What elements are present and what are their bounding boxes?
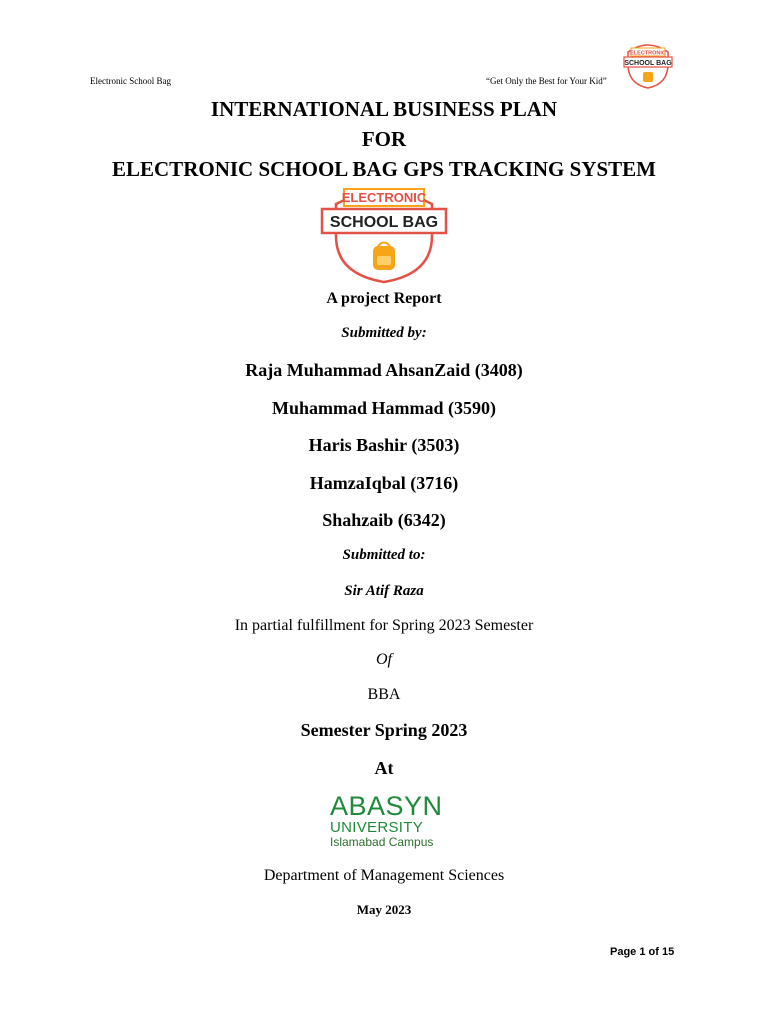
semester-text: Semester Spring 2023 [300,720,468,740]
title-line-1: INTERNATIONAL BUSINESS PLAN [210,97,558,121]
date-text: May 2023 [356,902,412,917]
backpack-icon [373,243,395,271]
degree-text: BBA [367,686,401,703]
at-label: At [374,758,394,778]
submitted-to-label: Submitted to: [342,547,426,563]
university-name-line-2: UNIVERSITY [330,819,424,836]
main-logo [316,184,452,284]
header-right: “Get Only the Best for Your Kid” [486,76,607,86]
title-line-3: ELECTRONIC SCHOOL BAG GPS TRACKING SYSTEM [112,157,656,181]
header-left: Electronic School Bag [90,76,171,86]
main-logo-text-2: SCHOOL BAG [329,214,439,231]
fulfillment-text: In partial fulfillment for Spring 2023 Semester [234,617,534,634]
header-logo [622,40,674,90]
member-5: Shahzaib (6342) [322,510,446,530]
university-logo [330,792,450,849]
header-logo-text-2: SCHOOL BAG [624,60,672,67]
member-2: Muhammad Hammad (3590) [272,398,496,418]
submitted-by-label: Submitted by: [341,325,427,341]
report-label: A project Report [326,290,442,307]
university-name-line-1: ABASYN [330,791,443,821]
page-number: Page 1 of 15 [610,946,675,958]
department-text: Department of Management Sciences [263,867,505,884]
of-label: Of [376,651,392,668]
main-logo-text-1: ELECTRONIC [341,190,427,205]
member-1: Raja Muhammad AhsanZaid (3408) [245,360,523,380]
title-line-2: FOR [361,127,407,151]
member-4: HamzaIqbal (3716) [309,473,459,493]
header-logo-backpack-icon [643,72,653,82]
supervisor-name: Sir Atif Raza [344,583,424,599]
header-logo-text-1: ELECTRONIC [630,50,666,57]
member-3: Haris Bashir (3503) [308,435,460,455]
university-campus: Islamabad Campus [330,835,434,849]
